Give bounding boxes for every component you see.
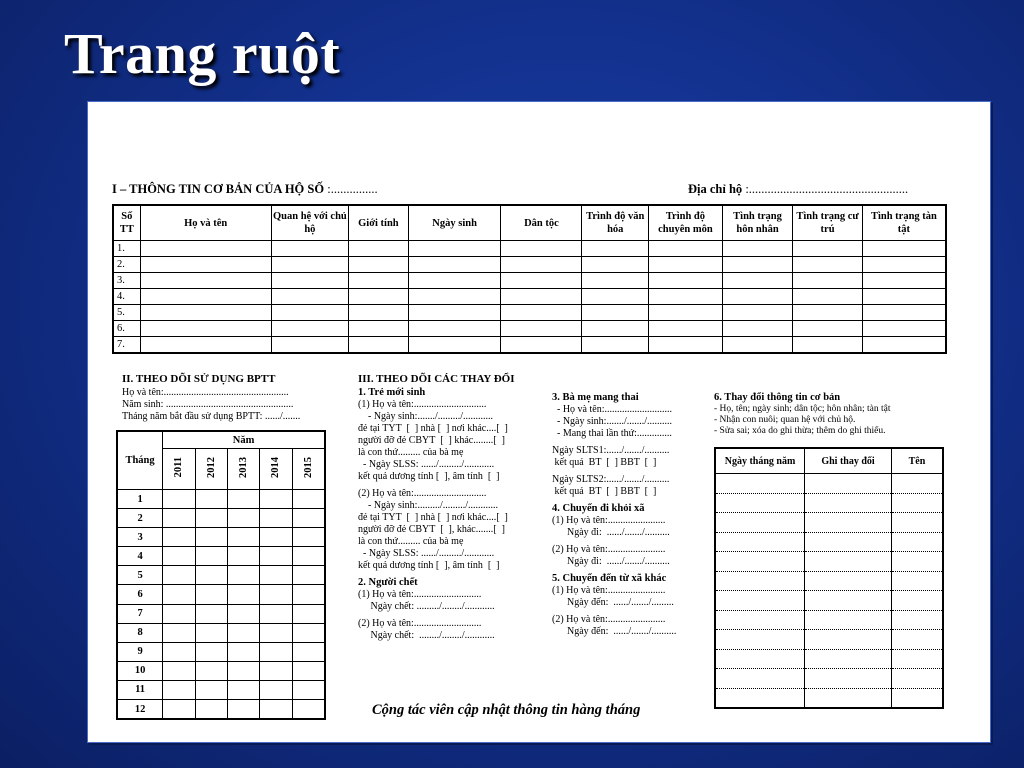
table-cell bbox=[805, 552, 892, 572]
section5 bbox=[714, 392, 954, 437]
col-header: Tình trạng cư trú bbox=[793, 205, 863, 241]
table-cell bbox=[195, 642, 227, 661]
section2-start-line: Tháng năm bắt đầu sử dụng BPTT: ....../....... bbox=[122, 411, 301, 422]
table-cell bbox=[271, 321, 348, 337]
table-cell bbox=[891, 493, 943, 513]
table-cell bbox=[582, 337, 649, 354]
table-cell bbox=[722, 257, 793, 273]
table-cell bbox=[715, 610, 805, 630]
table-cell bbox=[722, 241, 793, 257]
col-header: Ngày tháng năm bbox=[715, 448, 805, 474]
table-cell bbox=[891, 571, 943, 591]
table-cell bbox=[408, 273, 501, 289]
month-number: 3 bbox=[117, 528, 163, 547]
year-label: 2014 bbox=[270, 457, 282, 478]
section3 bbox=[358, 373, 548, 647]
table-cell bbox=[271, 273, 348, 289]
table-cell bbox=[793, 305, 863, 321]
table-cell bbox=[163, 585, 195, 604]
year-cell bbox=[227, 449, 259, 490]
table-row bbox=[113, 321, 946, 337]
table-cell bbox=[260, 509, 292, 528]
table-cell bbox=[292, 680, 325, 699]
table-cell bbox=[260, 700, 292, 720]
section5-note-1: - Họ, tên; ngày sinh; dân tộc; hôn nhân; tàn tật bbox=[714, 404, 891, 414]
col-header: Trình độ chuyên môn bbox=[649, 205, 723, 241]
table-row bbox=[715, 649, 943, 669]
row-number: 6. bbox=[113, 321, 140, 337]
table-row bbox=[117, 642, 325, 661]
table-cell bbox=[140, 305, 271, 321]
table-cell bbox=[271, 337, 348, 354]
table-cell bbox=[292, 700, 325, 720]
table-cell bbox=[227, 642, 259, 661]
table-cell bbox=[271, 257, 348, 273]
table-cell bbox=[649, 337, 723, 354]
col-header: Ghi thay đổi bbox=[805, 448, 892, 474]
year-label: 2012 bbox=[205, 457, 217, 478]
table-row bbox=[113, 337, 946, 354]
table-cell bbox=[227, 528, 259, 547]
table-cell bbox=[649, 241, 723, 257]
table-row bbox=[715, 688, 943, 708]
table-row bbox=[117, 566, 325, 585]
table-cell bbox=[195, 623, 227, 642]
table-cell bbox=[793, 321, 863, 337]
year-cell bbox=[195, 449, 227, 490]
table-cell bbox=[349, 321, 409, 337]
table-cell bbox=[292, 509, 325, 528]
table-cell bbox=[140, 321, 271, 337]
month-number: 1 bbox=[117, 490, 163, 509]
table-row bbox=[715, 493, 943, 513]
table-cell bbox=[163, 604, 195, 623]
table-cell bbox=[862, 289, 946, 305]
table-cell bbox=[195, 547, 227, 566]
table-cell bbox=[891, 513, 943, 533]
table-cell bbox=[260, 490, 292, 509]
table-row bbox=[117, 585, 325, 604]
table-cell bbox=[292, 604, 325, 623]
table-cell bbox=[891, 610, 943, 630]
row-number: 5. bbox=[113, 305, 140, 321]
table-cell bbox=[501, 273, 582, 289]
year-cell bbox=[260, 449, 292, 490]
section5-note-2: - Nhận con nuôi; quan hệ với chủ hộ. bbox=[714, 415, 856, 425]
table-cell bbox=[271, 289, 348, 305]
table-cell bbox=[793, 241, 863, 257]
address-label: Địa chỉ hộ :................................................... bbox=[688, 182, 909, 196]
section4 bbox=[552, 392, 712, 643]
table-cell bbox=[163, 680, 195, 699]
table-row bbox=[715, 591, 943, 611]
pregnant-title: 3. Bà mẹ mang thai bbox=[552, 392, 639, 403]
birth-entry-1: (1) Họ và tên:............................. - Ngày sinh:......./........./............ đẻ tại TYT [ ] nhà [ ] nơi khác....[ ] người đỡ đẻ CBYT [ ] khác........[ ] là con thứ......... của bà mẹ - Ngày SLSS: ....../........./............ kết quả dương tính [ ], âm tính [ ] bbox=[358, 399, 508, 482]
table-cell bbox=[805, 669, 892, 689]
table-cell bbox=[227, 680, 259, 699]
table-cell bbox=[862, 241, 946, 257]
table-row bbox=[117, 661, 325, 680]
month-number: 6 bbox=[117, 585, 163, 604]
table-cell bbox=[582, 273, 649, 289]
table-cell bbox=[195, 680, 227, 699]
table-row bbox=[715, 669, 943, 689]
table-cell bbox=[891, 532, 943, 552]
table-cell bbox=[195, 490, 227, 509]
row-number: 1. bbox=[113, 241, 140, 257]
table-cell bbox=[163, 528, 195, 547]
table-cell bbox=[715, 513, 805, 533]
month-number: 11 bbox=[117, 680, 163, 699]
table-cell bbox=[722, 305, 793, 321]
table-cell bbox=[292, 585, 325, 604]
table-cell bbox=[163, 700, 195, 720]
table-cell bbox=[501, 257, 582, 273]
table-cell bbox=[163, 661, 195, 680]
table-cell bbox=[582, 241, 649, 257]
table-cell bbox=[793, 337, 863, 354]
table-row bbox=[715, 630, 943, 650]
section3-title: III. THEO DÕI CÁC THAY ĐỔI bbox=[358, 373, 515, 385]
table-cell bbox=[501, 321, 582, 337]
year-label: 2011 bbox=[173, 457, 185, 478]
table-cell bbox=[349, 305, 409, 321]
household-members-table bbox=[112, 204, 947, 354]
table-cell bbox=[349, 257, 409, 273]
table-cell bbox=[715, 532, 805, 552]
table-cell bbox=[722, 289, 793, 305]
table-cell bbox=[227, 661, 259, 680]
table-cell bbox=[195, 585, 227, 604]
row-number: 4. bbox=[113, 289, 140, 305]
table-cell bbox=[195, 528, 227, 547]
table-cell bbox=[271, 241, 348, 257]
table-cell bbox=[195, 700, 227, 720]
table-cell bbox=[649, 257, 723, 273]
table-cell bbox=[722, 273, 793, 289]
table-cell bbox=[582, 289, 649, 305]
table-cell bbox=[891, 552, 943, 572]
table-row bbox=[715, 571, 943, 591]
table-cell bbox=[408, 241, 501, 257]
month-number: 7 bbox=[117, 604, 163, 623]
row-number: 7. bbox=[113, 337, 140, 354]
month-number: 10 bbox=[117, 661, 163, 680]
section2 bbox=[122, 373, 354, 423]
month-number: 4 bbox=[117, 547, 163, 566]
table-cell bbox=[501, 289, 582, 305]
table-cell bbox=[195, 604, 227, 623]
table-cell bbox=[891, 649, 943, 669]
table-cell bbox=[260, 547, 292, 566]
table-cell bbox=[649, 273, 723, 289]
table-row bbox=[117, 623, 325, 642]
table-cell bbox=[140, 241, 271, 257]
table-cell bbox=[140, 289, 271, 305]
table-cell bbox=[715, 571, 805, 591]
death-entry-2: (2) Họ và tên:........................... Ngày chết: ......../......../............ bbox=[358, 618, 495, 641]
table-cell bbox=[260, 585, 292, 604]
table-cell bbox=[227, 566, 259, 585]
col-header: Số TT bbox=[113, 205, 140, 241]
table-cell bbox=[195, 566, 227, 585]
table-row bbox=[117, 700, 325, 720]
table-cell bbox=[891, 474, 943, 494]
table-cell bbox=[722, 321, 793, 337]
table-row bbox=[113, 257, 946, 273]
row-number: 2. bbox=[113, 257, 140, 273]
table-cell bbox=[805, 513, 892, 533]
year-cell bbox=[163, 449, 195, 490]
table-row bbox=[113, 289, 946, 305]
table-cell bbox=[891, 688, 943, 708]
movein-title: 5. Chuyển đến từ xã khác bbox=[552, 573, 667, 584]
table-cell bbox=[649, 305, 723, 321]
month-number: 9 bbox=[117, 642, 163, 661]
pregnant-entry: - Họ và tên:........................... - Ngày sinh:......./......./.......... - Mang thai lần thứ:.............. bbox=[557, 404, 672, 439]
table-cell bbox=[260, 623, 292, 642]
table-cell bbox=[649, 289, 723, 305]
table-cell bbox=[649, 321, 723, 337]
month-number: 2 bbox=[117, 509, 163, 528]
year-header: Năm bbox=[163, 431, 325, 449]
table-cell bbox=[292, 490, 325, 509]
table-row bbox=[113, 273, 946, 289]
table-cell bbox=[715, 493, 805, 513]
moveout-title: 4. Chuyển đi khỏi xã bbox=[552, 503, 645, 514]
table-cell bbox=[260, 528, 292, 547]
table-cell bbox=[582, 257, 649, 273]
table-cell bbox=[271, 305, 348, 321]
table-cell bbox=[862, 273, 946, 289]
table-cell bbox=[408, 337, 501, 354]
table-cell bbox=[715, 649, 805, 669]
table-row bbox=[117, 680, 325, 699]
table-cell bbox=[292, 642, 325, 661]
table-cell bbox=[227, 700, 259, 720]
table-cell bbox=[292, 623, 325, 642]
table-cell bbox=[292, 528, 325, 547]
table-cell bbox=[227, 509, 259, 528]
table-cell bbox=[260, 566, 292, 585]
table-cell bbox=[805, 474, 892, 494]
slts1-entry: Ngày SLTS1:....../......./.......... kết quả BT [ ] BBT [ ] bbox=[552, 445, 670, 468]
table-cell bbox=[582, 321, 649, 337]
month-number: 12 bbox=[117, 700, 163, 720]
table-cell bbox=[163, 490, 195, 509]
table-row bbox=[715, 532, 943, 552]
form-page-image bbox=[87, 101, 991, 743]
table-row bbox=[117, 528, 325, 547]
table-cell bbox=[163, 623, 195, 642]
table-cell bbox=[260, 680, 292, 699]
table-cell bbox=[292, 547, 325, 566]
section5-title: 6. Thay đổi thông tin cơ bản bbox=[714, 392, 841, 403]
year-label: 2015 bbox=[302, 457, 314, 478]
table-cell bbox=[163, 642, 195, 661]
col-header: Giới tính bbox=[349, 205, 409, 241]
table-cell bbox=[195, 661, 227, 680]
table-cell bbox=[349, 273, 409, 289]
table-cell bbox=[140, 257, 271, 273]
table-cell bbox=[805, 591, 892, 611]
table-cell bbox=[891, 591, 943, 611]
table-cell bbox=[292, 661, 325, 680]
table-cell bbox=[227, 547, 259, 566]
section2-birthyear-line: Năm sinh: ................................................... bbox=[122, 399, 294, 410]
table-cell bbox=[227, 585, 259, 604]
table-row bbox=[117, 547, 325, 566]
table-cell bbox=[715, 669, 805, 689]
table-cell bbox=[862, 321, 946, 337]
table-cell bbox=[501, 337, 582, 354]
table-cell bbox=[715, 688, 805, 708]
table-cell bbox=[195, 509, 227, 528]
table-cell bbox=[715, 630, 805, 650]
section2-name-line: Họ và tên:.................................................. bbox=[122, 387, 289, 398]
table-cell bbox=[805, 649, 892, 669]
col-header: Trình độ văn hóa bbox=[582, 205, 649, 241]
table-row bbox=[117, 490, 325, 509]
col-header: Tình trạng tàn tật bbox=[862, 205, 946, 241]
table-cell bbox=[408, 289, 501, 305]
deaths-title: 2. Người chết bbox=[358, 577, 418, 588]
slide-title: Trang ruột bbox=[64, 21, 341, 86]
table-cell bbox=[722, 337, 793, 354]
death-entry-1: (1) Họ và tên:........................... Ngày chết: ........./......../............ bbox=[358, 589, 495, 612]
table-cell bbox=[805, 610, 892, 630]
table-row bbox=[117, 604, 325, 623]
moveout-entry-2: (2) Họ và tên:....................... Ngày đi: ....../......./.......... bbox=[552, 544, 670, 567]
table-cell bbox=[260, 604, 292, 623]
section5-note-3: - Sửa sai; xóa do ghi thừa; thêm do ghi thiếu. bbox=[714, 426, 886, 436]
table-row bbox=[113, 305, 946, 321]
table-cell bbox=[227, 490, 259, 509]
table-cell bbox=[862, 257, 946, 273]
year-label: 2013 bbox=[238, 457, 250, 478]
month-number: 5 bbox=[117, 566, 163, 585]
year-cell bbox=[292, 449, 325, 490]
table-cell bbox=[862, 337, 946, 354]
table-cell bbox=[793, 273, 863, 289]
col-header: Tên bbox=[891, 448, 943, 474]
table-cell bbox=[891, 630, 943, 650]
table-cell bbox=[862, 305, 946, 321]
movein-entry-1: (1) Họ và tên:....................... Ngày đến: ....../......./......... bbox=[552, 585, 674, 608]
table-cell bbox=[349, 289, 409, 305]
table-cell bbox=[805, 571, 892, 591]
col-header: Dân tộc bbox=[501, 205, 582, 241]
birth-entry-2: (2) Họ và tên:............................. - Ngày sinh:........./........./............ đẻ tại TYT [ ] nhà [ ] nơi khác....[ ] người đỡ đẻ CBYT [ ], khác.......[ ] là con thứ......... của bà mẹ - Ngày SLSS: ....../........./............ kết quả dương tính [ ], âm tính [ ] bbox=[358, 488, 508, 571]
col-header: Quan hệ với chủ hộ bbox=[271, 205, 348, 241]
table-cell bbox=[715, 474, 805, 494]
table-cell bbox=[163, 566, 195, 585]
col-header: Họ và tên bbox=[140, 205, 271, 241]
table-cell bbox=[260, 661, 292, 680]
table-cell bbox=[501, 241, 582, 257]
births-title: 1. Trẻ mới sinh bbox=[358, 387, 426, 398]
table-cell bbox=[260, 642, 292, 661]
movein-entry-2: (2) Họ và tên:....................... Ngày đến: ....../......./.......... bbox=[552, 614, 677, 637]
table-row bbox=[113, 241, 946, 257]
table-cell bbox=[805, 532, 892, 552]
moveout-entry-1: (1) Họ và tên:....................... Ngày đi: ....../......./.......... bbox=[552, 515, 670, 538]
table-cell bbox=[582, 305, 649, 321]
table-cell bbox=[408, 305, 501, 321]
table-row bbox=[715, 610, 943, 630]
table-row bbox=[715, 513, 943, 533]
col-header: Ngày sinh bbox=[408, 205, 501, 241]
row-number: 3. bbox=[113, 273, 140, 289]
table-cell bbox=[163, 547, 195, 566]
table-cell bbox=[408, 257, 501, 273]
table-row bbox=[117, 509, 325, 528]
table-cell bbox=[715, 591, 805, 611]
table-cell bbox=[805, 630, 892, 650]
table-cell bbox=[227, 604, 259, 623]
contraceptive-tracking-table bbox=[116, 430, 326, 720]
month-number: 8 bbox=[117, 623, 163, 642]
section1-title: I – THÔNG TIN CƠ BẢN CỦA HỘ SỐ :............... bbox=[112, 182, 378, 196]
table-cell bbox=[793, 289, 863, 305]
table-cell bbox=[793, 257, 863, 273]
table-row bbox=[715, 552, 943, 572]
month-header: Tháng bbox=[117, 431, 163, 490]
table-cell bbox=[163, 509, 195, 528]
table-cell bbox=[805, 688, 892, 708]
table-cell bbox=[140, 337, 271, 354]
table-cell bbox=[501, 305, 582, 321]
table-cell bbox=[140, 273, 271, 289]
changes-table bbox=[714, 447, 944, 709]
table-cell bbox=[408, 321, 501, 337]
table-cell bbox=[805, 493, 892, 513]
table-row bbox=[715, 474, 943, 494]
section2-title: II. THEO DÕI SỬ DỤNG BPTT bbox=[122, 373, 276, 385]
col-header: Tình trạng hôn nhân bbox=[722, 205, 793, 241]
slts2-entry: Ngày SLTS2:....../......./.......... kết quả BT [ ] BBT [ ] bbox=[552, 474, 670, 497]
table-cell bbox=[292, 566, 325, 585]
table-cell bbox=[349, 241, 409, 257]
table-cell bbox=[891, 669, 943, 689]
table-cell bbox=[227, 623, 259, 642]
table-cell bbox=[715, 552, 805, 572]
table-cell bbox=[349, 337, 409, 354]
footer-note: Cộng tác viên cập nhật thông tin hàng tháng bbox=[372, 702, 641, 718]
